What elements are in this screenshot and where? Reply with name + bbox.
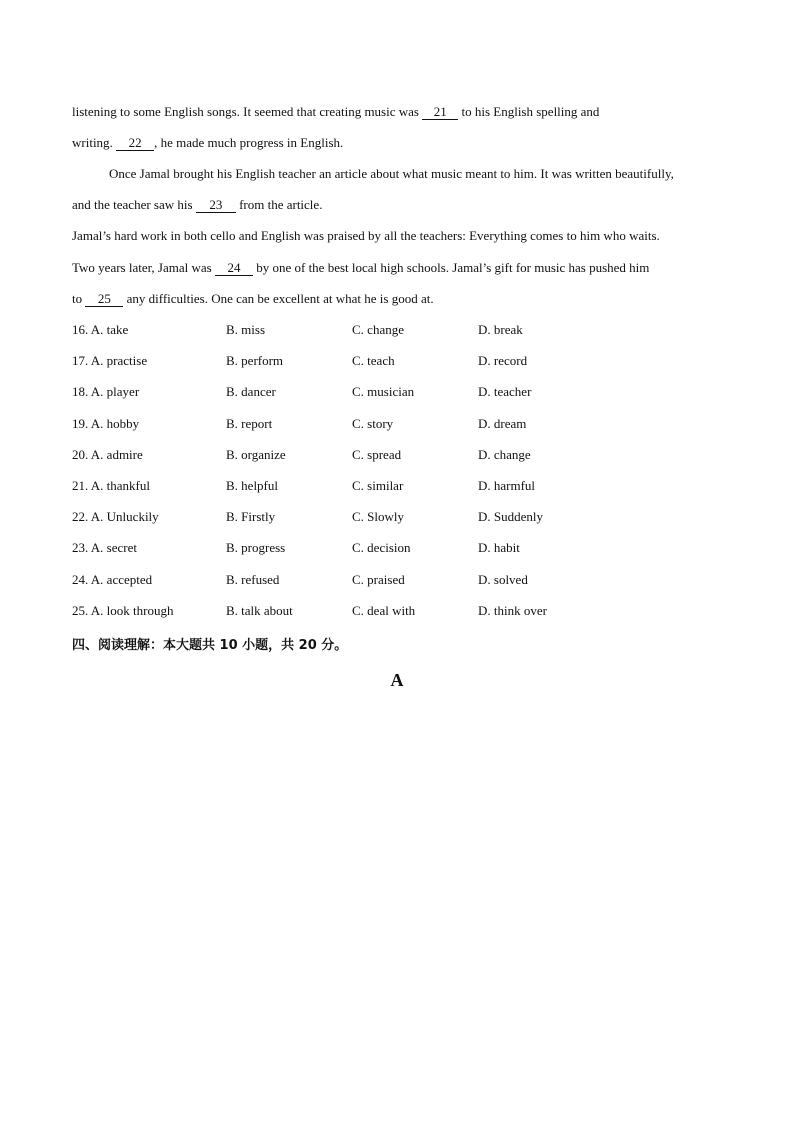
option-a: 16. A. take [72,322,129,337]
option-a: 22. A. Unluckily [72,509,159,524]
section-letter: A [390,670,404,690]
blank-25: 25 [85,292,123,307]
passage-line-3 [109,166,674,182]
passage-line-4 [72,197,322,213]
passage-text: , he made much progress in English. [154,135,344,150]
question-row [72,478,712,494]
option-c: C. decision [352,540,411,555]
option-b: B. perform [226,353,284,368]
passage-text: and the teacher saw his [72,197,196,212]
option-c: C. praised [352,572,405,587]
passage-text: Jamal’s hard work in both cello and English was praised by all the teachers: Everything comes to him who waits. [72,228,660,243]
option-d: D. habit [478,540,520,555]
option-a: 18. A. player [72,384,140,399]
option-a: 21. A. thankful [72,478,150,493]
passage-text: by one of the best local high schools. Jamal’s gift for music has pushed him [252,260,650,275]
passage-line-2 [72,135,343,151]
option-c: C. musician [352,384,415,399]
option-d: D. dream [478,416,527,431]
option-a: 25. A. look through [72,603,174,618]
section-heading: 四、阅读理解：本大题共 10 小题，共 20 分。 [72,638,348,653]
option-d: D. solved [478,572,528,587]
option-d: D. teacher [478,384,532,399]
option-b: B. refused [226,572,280,587]
option-b: B. progress [226,540,286,555]
option-a: 20. A. admire [72,447,143,462]
blank-24: 24 [215,261,253,276]
passage-text: Two years later, Jamal was [72,260,215,275]
option-c: C. teach [352,353,395,368]
question-row [72,572,712,588]
passage-text: Once Jamal brought his English teacher an article about what music meant to him. It was written beautifully, [109,166,674,181]
option-c: C. spread [352,447,402,462]
option-b: B. miss [226,322,266,337]
option-d: D. think over [478,603,547,618]
option-c: C. Slowly [352,509,405,524]
passage-text: listening to some English songs. It seemed that creating music was [72,104,423,119]
option-b: B. organize [226,447,286,462]
option-d: D. change [478,447,531,462]
option-d: D. break [478,322,523,337]
option-c: C. deal with [352,603,416,618]
option-c: C. change [352,322,404,337]
blank-21: 21 [422,105,458,120]
option-b: B. talk about [226,603,293,618]
option-c: C. story [352,416,394,431]
option-a: 17. A. practise [72,353,148,368]
passage-line-1 [72,104,599,120]
question-row [72,384,712,400]
blank-22: 22 [116,136,154,151]
passage-text: to [72,291,86,306]
option-c: C. similar [352,478,404,493]
passage-text: from the article. [235,197,323,212]
question-row [72,509,712,525]
passage-line-5 [72,228,660,244]
option-b: B. Firstly [226,509,276,524]
blank-23: 23 [196,198,236,213]
passage-line-7 [72,291,434,307]
option-d: D. harmful [478,478,536,493]
option-a: 23. A. secret [72,540,137,555]
option-d: D. Suddenly [478,509,543,524]
option-b: B. report [226,416,273,431]
passage-text: any difficulties. One can be excellent at what he is good at. [123,291,434,306]
question-row [72,353,712,369]
question-row [72,416,712,432]
question-row [72,447,712,463]
option-b: B. dancer [226,384,276,399]
option-d: D. record [478,353,528,368]
question-row [72,540,712,556]
passage-text: to his English spelling and [458,104,600,119]
option-b: B. helpful [226,478,278,493]
passage-line-6 [72,260,649,276]
option-a: 24. A. accepted [72,572,153,587]
question-row [72,322,712,338]
passage-text: writing. [72,135,117,150]
question-row [72,603,712,619]
option-a: 19. A. hobby [72,416,140,431]
